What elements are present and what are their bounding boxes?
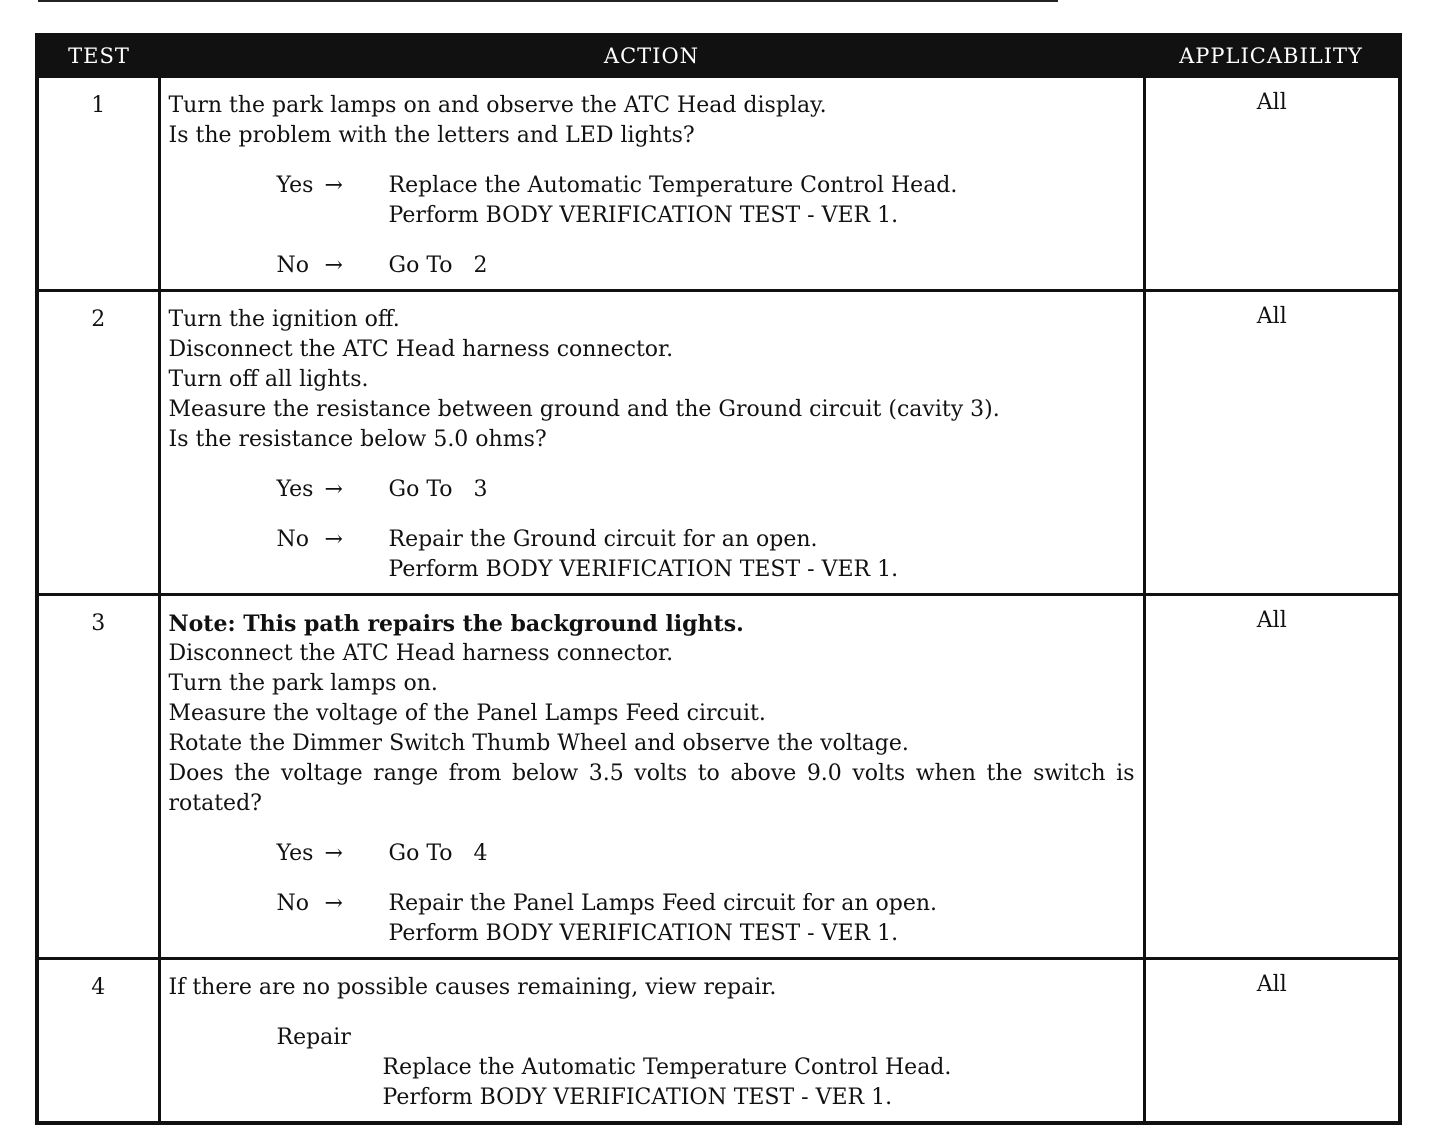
action-cell bbox=[159, 959, 1144, 1124]
test-number: 1 bbox=[37, 77, 159, 291]
no-result-line: Go To 2 bbox=[388, 253, 488, 278]
yes-result-line: Perform BODY VERIFICATION TEST - VER 1. bbox=[388, 203, 899, 228]
no-result bbox=[389, 525, 1135, 585]
table-row bbox=[37, 595, 1400, 959]
action-line: Turn the park lamps on. bbox=[168, 671, 438, 696]
no-result-line: Repair the Ground circuit for an open. bbox=[388, 527, 818, 552]
yes-label: Yes bbox=[276, 477, 314, 502]
no-branch bbox=[277, 525, 1135, 585]
repair-block bbox=[277, 1023, 1135, 1113]
no-result-line: Perform BODY VERIFICATION TEST - VER 1. bbox=[388, 557, 899, 582]
repair-step: Perform BODY VERIFICATION TEST - VER 1. bbox=[382, 1085, 893, 1110]
action-line: Turn the park lamps on and observe the ATC Head display. bbox=[168, 93, 827, 118]
applicability-cell: All bbox=[1144, 959, 1400, 1124]
no-branch bbox=[277, 889, 1135, 949]
table-header-row bbox=[37, 35, 1400, 77]
table-row bbox=[37, 77, 1400, 291]
arrow-icon: → bbox=[324, 253, 343, 278]
yes-result-line: Replace the Automatic Temperature Control Head. bbox=[388, 173, 958, 198]
no-result-line: Perform BODY VERIFICATION TEST - VER 1. bbox=[388, 921, 899, 946]
yes-label: Yes bbox=[276, 841, 314, 866]
yes-label: Yes bbox=[276, 173, 314, 198]
action-line: Measure the resistance between ground and the Ground circuit (cavity 3). bbox=[168, 397, 1000, 422]
test-number: 2 bbox=[37, 291, 159, 595]
yes-branch bbox=[277, 171, 1135, 231]
no-label: No bbox=[276, 891, 309, 916]
applicability-cell: All bbox=[1144, 291, 1400, 595]
action-line: Turn off all lights. bbox=[168, 367, 369, 392]
arrow-icon: → bbox=[324, 527, 343, 552]
yes-result-line: Go To 4 bbox=[388, 841, 488, 866]
header-applicability: APPLICABILITY bbox=[1144, 35, 1400, 77]
yes-result bbox=[389, 171, 1135, 231]
table-row bbox=[37, 291, 1400, 595]
test-number: 3 bbox=[37, 595, 159, 959]
action-line: Disconnect the ATC Head harness connector. bbox=[168, 641, 674, 666]
applicability-cell: All bbox=[1144, 595, 1400, 959]
action-line: Measure the voltage of the Panel Lamps Feed circuit. bbox=[168, 701, 766, 726]
note-text: Note: This path repairs the background lights. bbox=[168, 611, 744, 637]
no-result bbox=[389, 889, 1135, 949]
no-branch bbox=[277, 251, 1135, 281]
action-cell bbox=[159, 77, 1144, 291]
action-line: Turn the ignition off. bbox=[168, 307, 400, 332]
action-question: Is the resistance below 5.0 ohms? bbox=[168, 427, 547, 452]
no-result-line: Repair the Panel Lamps Feed circuit for an open. bbox=[388, 891, 938, 916]
action-question: Is the problem with the letters and LED lights? bbox=[168, 123, 695, 148]
yes-result bbox=[389, 839, 1135, 869]
no-label: No bbox=[276, 527, 309, 552]
action-cell bbox=[159, 291, 1144, 595]
arrow-icon: → bbox=[324, 173, 343, 198]
arrow-icon: → bbox=[324, 477, 343, 502]
diagnostic-table bbox=[35, 33, 1402, 1125]
repair-step: Replace the Automatic Temperature Control Head. bbox=[382, 1055, 952, 1080]
test-number: 4 bbox=[37, 959, 159, 1124]
repair-steps bbox=[383, 1053, 1135, 1113]
action-line: Rotate the Dimmer Switch Thumb Wheel and observe the voltage. bbox=[168, 731, 909, 756]
repair-label: Repair bbox=[276, 1025, 351, 1050]
action-cell bbox=[159, 595, 1144, 959]
header-action: ACTION bbox=[159, 35, 1144, 77]
arrow-icon: → bbox=[324, 841, 343, 866]
yes-result-line: Go To 3 bbox=[388, 477, 488, 502]
action-line: If there are no possible causes remaining, view repair. bbox=[168, 975, 777, 1000]
top-rule bbox=[38, 0, 1058, 2]
no-result bbox=[389, 251, 1135, 281]
yes-branch bbox=[277, 475, 1135, 505]
header-test: TEST bbox=[37, 35, 159, 77]
action-question: Does the voltage range from below 3.5 volts to above 9.0 volts when the switch is rotated? bbox=[168, 761, 1135, 816]
applicability-cell: All bbox=[1144, 77, 1400, 291]
yes-result bbox=[389, 475, 1135, 505]
table-row bbox=[37, 959, 1400, 1124]
yes-branch bbox=[277, 839, 1135, 869]
action-line: Disconnect the ATC Head harness connector. bbox=[168, 337, 674, 362]
arrow-icon: → bbox=[324, 891, 343, 916]
no-label: No bbox=[276, 253, 309, 278]
